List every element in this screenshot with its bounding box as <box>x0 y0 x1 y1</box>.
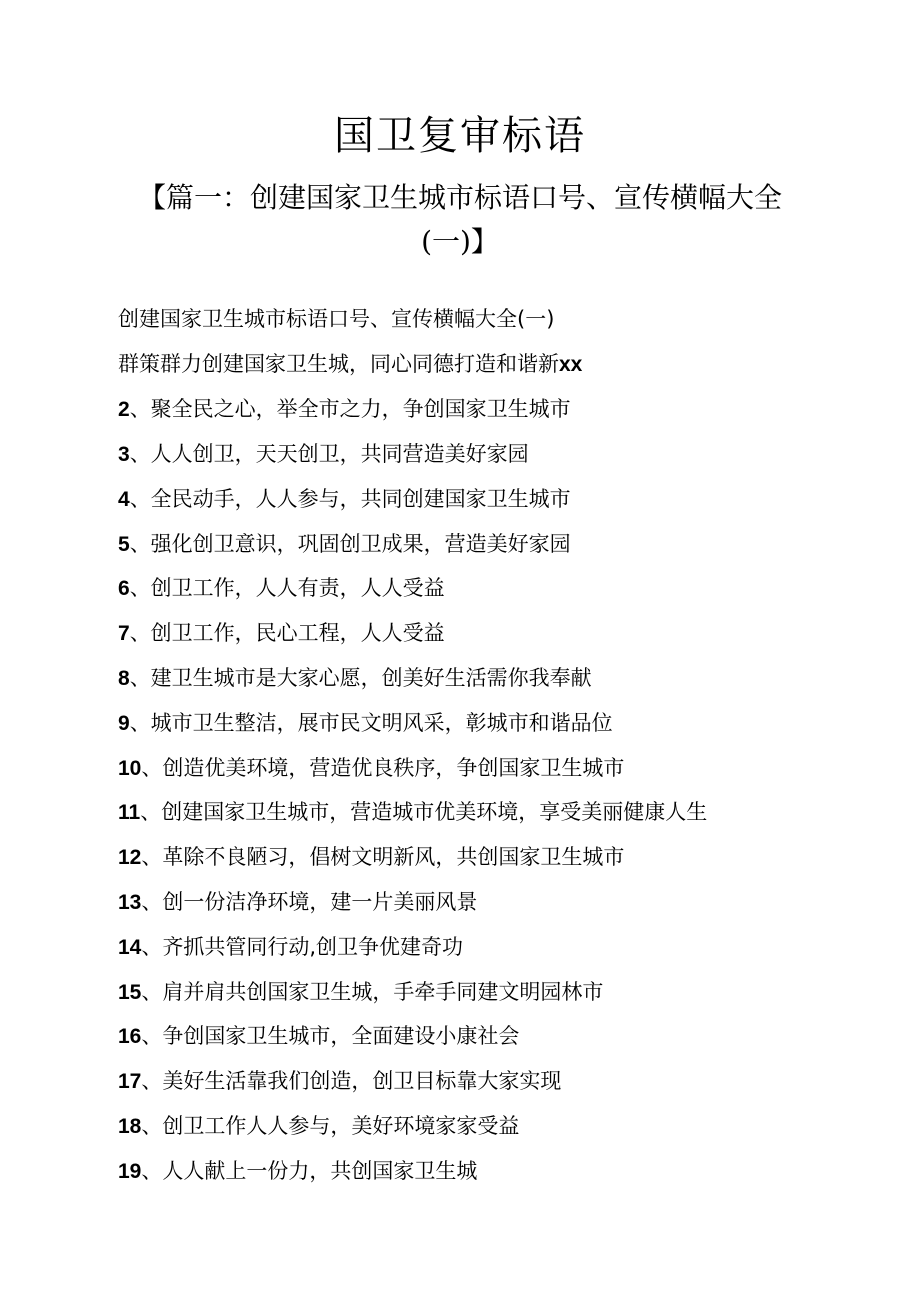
slogan-text: 、美好生活靠我们创造，创卫目标靠大家实现 <box>141 1069 562 1093</box>
slogan-number: 12 <box>118 846 142 869</box>
slogan-line <box>118 977 838 1007</box>
document-title: 国卫复审标语 <box>334 113 586 159</box>
slogan-text: 、齐抓共管同行动,创卫争优建奇功 <box>141 935 464 959</box>
slogan-number: 14 <box>118 936 142 959</box>
slogan-line <box>118 394 838 424</box>
slogan-text: 、创卫工作，人人有责，人人受益 <box>129 576 445 600</box>
slogan-number: 11 <box>118 801 141 824</box>
slogan-text: 、人人献上一份力，共创国家卫生城 <box>141 1159 478 1183</box>
slogan-line <box>118 1111 838 1141</box>
slogan-number: 2 <box>118 398 130 421</box>
slogan-line <box>118 797 838 827</box>
slogan-line <box>118 439 838 469</box>
slogan-line <box>118 1156 838 1186</box>
slogan-text: 、强化创卫意识，巩固创卫成果，营造美好家园 <box>129 532 571 556</box>
slogan-text: 、人人创卫，天天创卫，共同营造美好家园 <box>129 442 529 466</box>
slogan-line <box>118 753 838 783</box>
slogan-text: 、肩并肩共创国家卫生城，手牵手同建文明园林市 <box>141 980 604 1004</box>
slogan-text: 、创一份洁净环境，建一片美丽风景 <box>141 890 478 914</box>
slogan-number: 3 <box>118 443 130 466</box>
slogan-line <box>118 573 838 603</box>
slogan-text: 、建卫生城市是大家心愿，创美好生活需你我奉献 <box>129 666 592 690</box>
document-subtitle: 【篇一：创建国家卫生城市标语口号、宣传横幅大全(一)】 <box>137 181 782 258</box>
slogan-line <box>118 529 838 559</box>
slogan-text: 群策群力创建国家卫生城，同心同德打造和谐新 <box>118 352 559 376</box>
slogan-number: 16 <box>118 1025 142 1048</box>
slogan-number: 17 <box>118 1070 142 1093</box>
slogan-line <box>118 1021 838 1051</box>
slogan-text: 、创卫工作人人参与，美好环境家家受益 <box>141 1114 520 1138</box>
slogan-number: 15 <box>118 981 142 1004</box>
slogan-text: 、争创国家卫生城市，全面建设小康社会 <box>141 1024 520 1048</box>
slogan-text: 、革除不良陋习，倡树文明新风，共创国家卫生城市 <box>141 845 625 869</box>
slogan-text: 、创卫工作，民心工程，人人受益 <box>129 621 445 645</box>
heading-line: 创建国家卫生城市标语口号、宣传横幅大全(一) <box>118 307 555 331</box>
slogan-tail: xx <box>559 353 583 376</box>
slogan-number: 4 <box>118 488 130 511</box>
slogan-number: 13 <box>118 891 142 914</box>
slogan-number: 6 <box>118 577 130 600</box>
slogan-number: 19 <box>118 1160 142 1183</box>
slogan-number: 8 <box>118 667 130 690</box>
slogan-number: 10 <box>118 757 142 780</box>
slogan-line <box>118 887 838 917</box>
slogan-line <box>118 708 838 738</box>
slogan-text: 、城市卫生整洁，展市民文明风采，彰城市和谐品位 <box>129 711 613 735</box>
slogan-line <box>118 932 838 962</box>
slogan-number: 7 <box>118 622 130 645</box>
slogan-line <box>118 842 838 872</box>
slogan-line-1 <box>118 349 838 379</box>
slogan-number: 18 <box>118 1115 142 1138</box>
slogan-text: 、创建国家卫生城市，营造城市优美环境，享受美丽健康人生 <box>140 800 708 824</box>
slogan-text: 、聚全民之心，举全市之力，争创国家卫生城市 <box>129 397 571 421</box>
slogan-line <box>118 1066 838 1096</box>
slogan-text: 、全民动手，人人参与，共同创建国家卫生城市 <box>129 487 571 511</box>
slogan-line <box>118 484 838 514</box>
slogan-text: 、创造优美环境，营造优良秩序，争创国家卫生城市 <box>141 756 625 780</box>
slogan-line <box>118 663 838 693</box>
slogan-number: 9 <box>118 712 130 735</box>
slogan-number: 5 <box>118 533 130 556</box>
slogan-line <box>118 618 838 648</box>
